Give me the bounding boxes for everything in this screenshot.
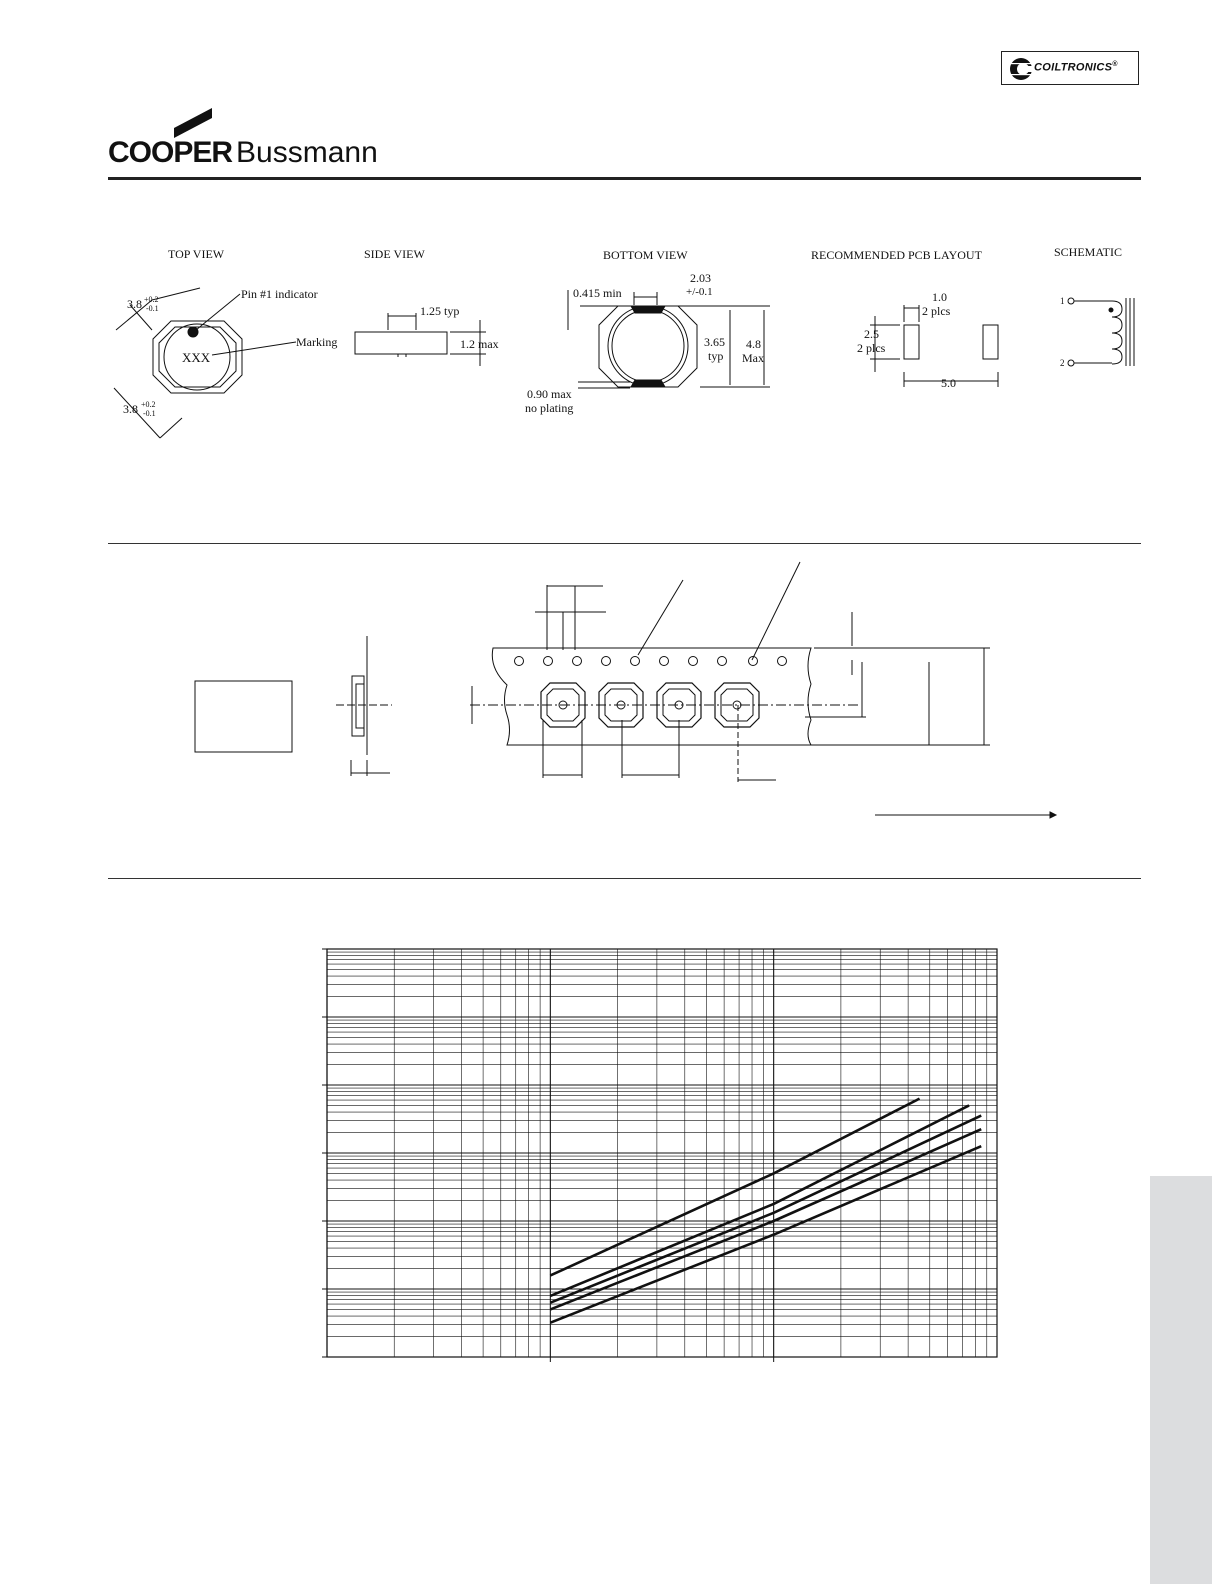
pcb-dim-width: 1.0 — [932, 290, 947, 304]
schematic-drawing — [1068, 298, 1134, 366]
sprocket-hole — [660, 657, 669, 666]
sprocket-holes — [515, 657, 787, 666]
pcb-dim-height-note: 2 plcs — [857, 341, 886, 355]
bottom-dim-noplate: 0.90 max — [527, 387, 572, 401]
bussmann-wordmark: Bussmann — [236, 136, 378, 169]
pcb-dim-height: 2.5 — [864, 327, 879, 341]
side-view-title: SIDE VIEW — [364, 247, 425, 261]
bottom-dim-outer-note: Max — [742, 351, 764, 365]
bottom-dim-inner-note: typ — [708, 349, 724, 363]
pcb-layout-title: RECOMMENDED PCB LAYOUT — [811, 248, 982, 262]
side-dim-width: 1.25 typ — [420, 304, 460, 318]
coiltronics-c-icon — [1008, 56, 1034, 82]
bottom-dim-min: 0.415 min — [573, 286, 622, 300]
coiltronics-wordmark: COILTRONICS — [1034, 61, 1113, 74]
pin-indicator-label: Pin #1 indicator — [241, 287, 318, 301]
section-divider-1 — [108, 543, 1141, 544]
bottom-dim-pad-tol: +/-0.1 — [686, 286, 713, 298]
pcb-dim-spacing: 5.0 — [941, 376, 956, 390]
marking-text: XXX — [182, 350, 211, 365]
pcb-dim-width-note: 2 plcs — [922, 304, 951, 318]
registered-mark: ® — [1112, 61, 1118, 68]
bottom-view-title: BOTTOM VIEW — [603, 248, 688, 262]
top-dim-tol-plus: +0.2 — [144, 295, 159, 304]
section-divider-2 — [108, 878, 1141, 879]
cooper-wordmark: COOPER — [108, 136, 233, 169]
sprocket-hole — [573, 657, 582, 666]
bottom-view-drawing — [568, 290, 770, 388]
series-line-5 — [550, 1146, 981, 1322]
mechanical-drawings — [0, 230, 1224, 440]
sprocket-hole — [718, 657, 727, 666]
packaging-drawings — [0, 555, 1224, 825]
sprocket-hole — [689, 657, 698, 666]
schematic-pin-2: 2 — [1060, 358, 1065, 368]
marking-label: Marking — [296, 335, 338, 349]
cooper-bussmann-logo — [108, 136, 378, 170]
bottom-dim-pad: 2.03 — [690, 271, 711, 285]
top-dim2-base: 3.8 — [123, 402, 138, 416]
log-log-chart — [0, 940, 1224, 1370]
side-dim-height: 1.2 max — [460, 337, 499, 351]
bottom-dim-outer: 4.8 — [746, 337, 761, 351]
top-dim2-tol-plus: +0.2 — [141, 400, 156, 409]
sprocket-hole — [631, 657, 640, 666]
bottom-dim-noplate-note: no plating — [525, 401, 574, 415]
top-dim-tol-minus: -0.1 — [146, 304, 159, 313]
header-rule — [108, 177, 1141, 180]
sprocket-hole — [602, 657, 611, 666]
top-view-title: TOP VIEW — [168, 247, 225, 261]
carrier-tape — [470, 562, 1056, 818]
top-dim-base: 3.8 — [127, 297, 142, 311]
tape-side-profile — [336, 636, 392, 776]
series-line-3 — [550, 1116, 981, 1303]
coiltronics-logo — [1001, 51, 1139, 85]
reel-label-box — [195, 681, 292, 752]
sprocket-hole — [778, 657, 787, 666]
schematic-title: SCHEMATIC — [1054, 245, 1123, 259]
sprocket-hole — [515, 657, 524, 666]
sprocket-hole — [544, 657, 553, 666]
top-dim2-tol-minus: -0.1 — [143, 409, 156, 418]
schematic-pin-1: 1 — [1060, 296, 1065, 306]
cooper-logo-wedge-icon — [172, 106, 216, 140]
bottom-dim-inner: 3.65 — [704, 335, 725, 349]
